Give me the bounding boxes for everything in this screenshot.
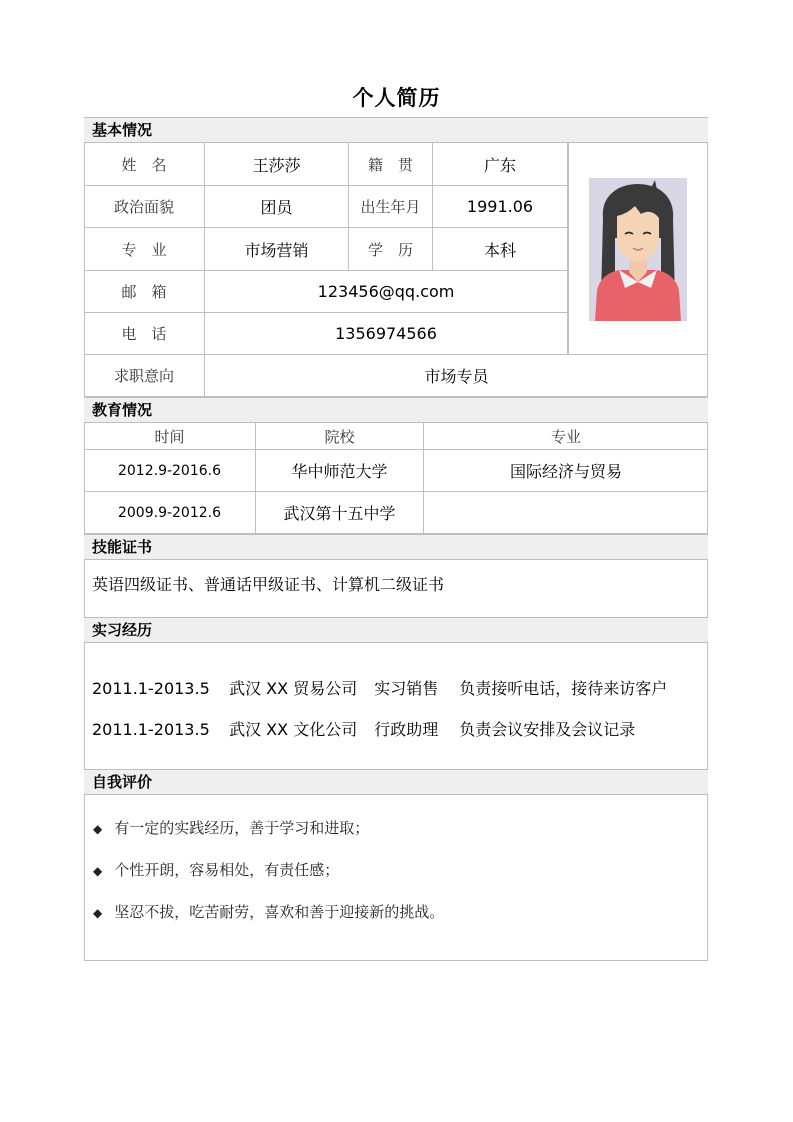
self-eval-item: ◆ 坚忍不拔，吃苦耐劳，喜欢和善于迎接新的挑战。 [93, 903, 445, 921]
edu-row-2-major [424, 492, 708, 534]
section-basic: 基本情况 [84, 117, 708, 143]
internship-row-2 [92, 717, 635, 740]
bullet-diamond-icon: ◆ [93, 906, 103, 920]
skills-text: 英语四级证书、普通话甲级证书、计算机二级证书 [92, 575, 445, 594]
edu-header-school: 院校 [256, 423, 424, 450]
avatar [589, 178, 687, 321]
internship-company: 武汉 XX 文化公司 [229, 720, 358, 739]
major-label: 专 业 [84, 228, 205, 271]
internship-period: 2011.1-2013.5 [92, 679, 210, 698]
page-title: 个人简历 [352, 86, 441, 110]
political-label: 政治面貌 [84, 186, 205, 228]
internship-role: 行政助理 [374, 720, 439, 739]
political-value: 团员 [205, 186, 349, 228]
intent-label: 求职意向 [84, 355, 205, 397]
birth-label: 出生年月 [349, 186, 433, 228]
edu-header-time: 时间 [84, 423, 256, 450]
phone-value: 1356974566 [205, 313, 568, 355]
phone-label: 电 话 [84, 313, 205, 355]
edu-row-1-major: 国际经济与贸易 [424, 450, 708, 492]
email-label: 邮 箱 [84, 271, 205, 313]
section-self-eval: 自我评价 [84, 769, 708, 795]
degree-label: 学 历 [349, 228, 433, 271]
edu-row-1-time: 2012.9-2016.6 [84, 450, 256, 492]
major-value: 市场营销 [205, 228, 349, 271]
edu-row-1-school: 华中师范大学 [256, 450, 424, 492]
section-skills: 技能证书 [84, 534, 708, 560]
bullet-diamond-icon: ◆ [93, 822, 103, 836]
edu-row-2-school: 武汉第十五中学 [256, 492, 424, 534]
name-value: 王莎莎 [205, 143, 349, 186]
name-label: 姓 名 [84, 143, 205, 186]
bullet-diamond-icon: ◆ [93, 864, 103, 878]
edu-row-2-time: 2009.9-2012.6 [84, 492, 256, 534]
intent-value: 市场专员 [205, 355, 708, 397]
internship-duty: 负责接听电话，接待来访客户 [459, 679, 668, 698]
edu-header-major: 专业 [424, 423, 708, 450]
internship-duty: 负责会议安排及会议记录 [459, 720, 636, 739]
self-eval-item: ◆ 有一定的实践经历，善于学习和进取； [93, 819, 370, 837]
native-label: 籍 贯 [349, 143, 433, 186]
birth-value: 1991.06 [433, 186, 568, 228]
self-eval-item: ◆ 个性开朗，容易相处，有责任感； [93, 861, 340, 879]
email-value: 123456@qq.com [205, 271, 568, 313]
internship-company: 武汉 XX 贸易公司 [229, 679, 358, 698]
section-education: 教育情况 [84, 397, 708, 423]
internship-row-1 [92, 676, 667, 699]
internship-period: 2011.1-2013.5 [92, 720, 210, 739]
section-internship: 实习经历 [84, 617, 708, 643]
internship-role: 实习销售 [374, 679, 439, 698]
native-value: 广东 [433, 143, 568, 186]
degree-value: 本科 [433, 228, 568, 271]
